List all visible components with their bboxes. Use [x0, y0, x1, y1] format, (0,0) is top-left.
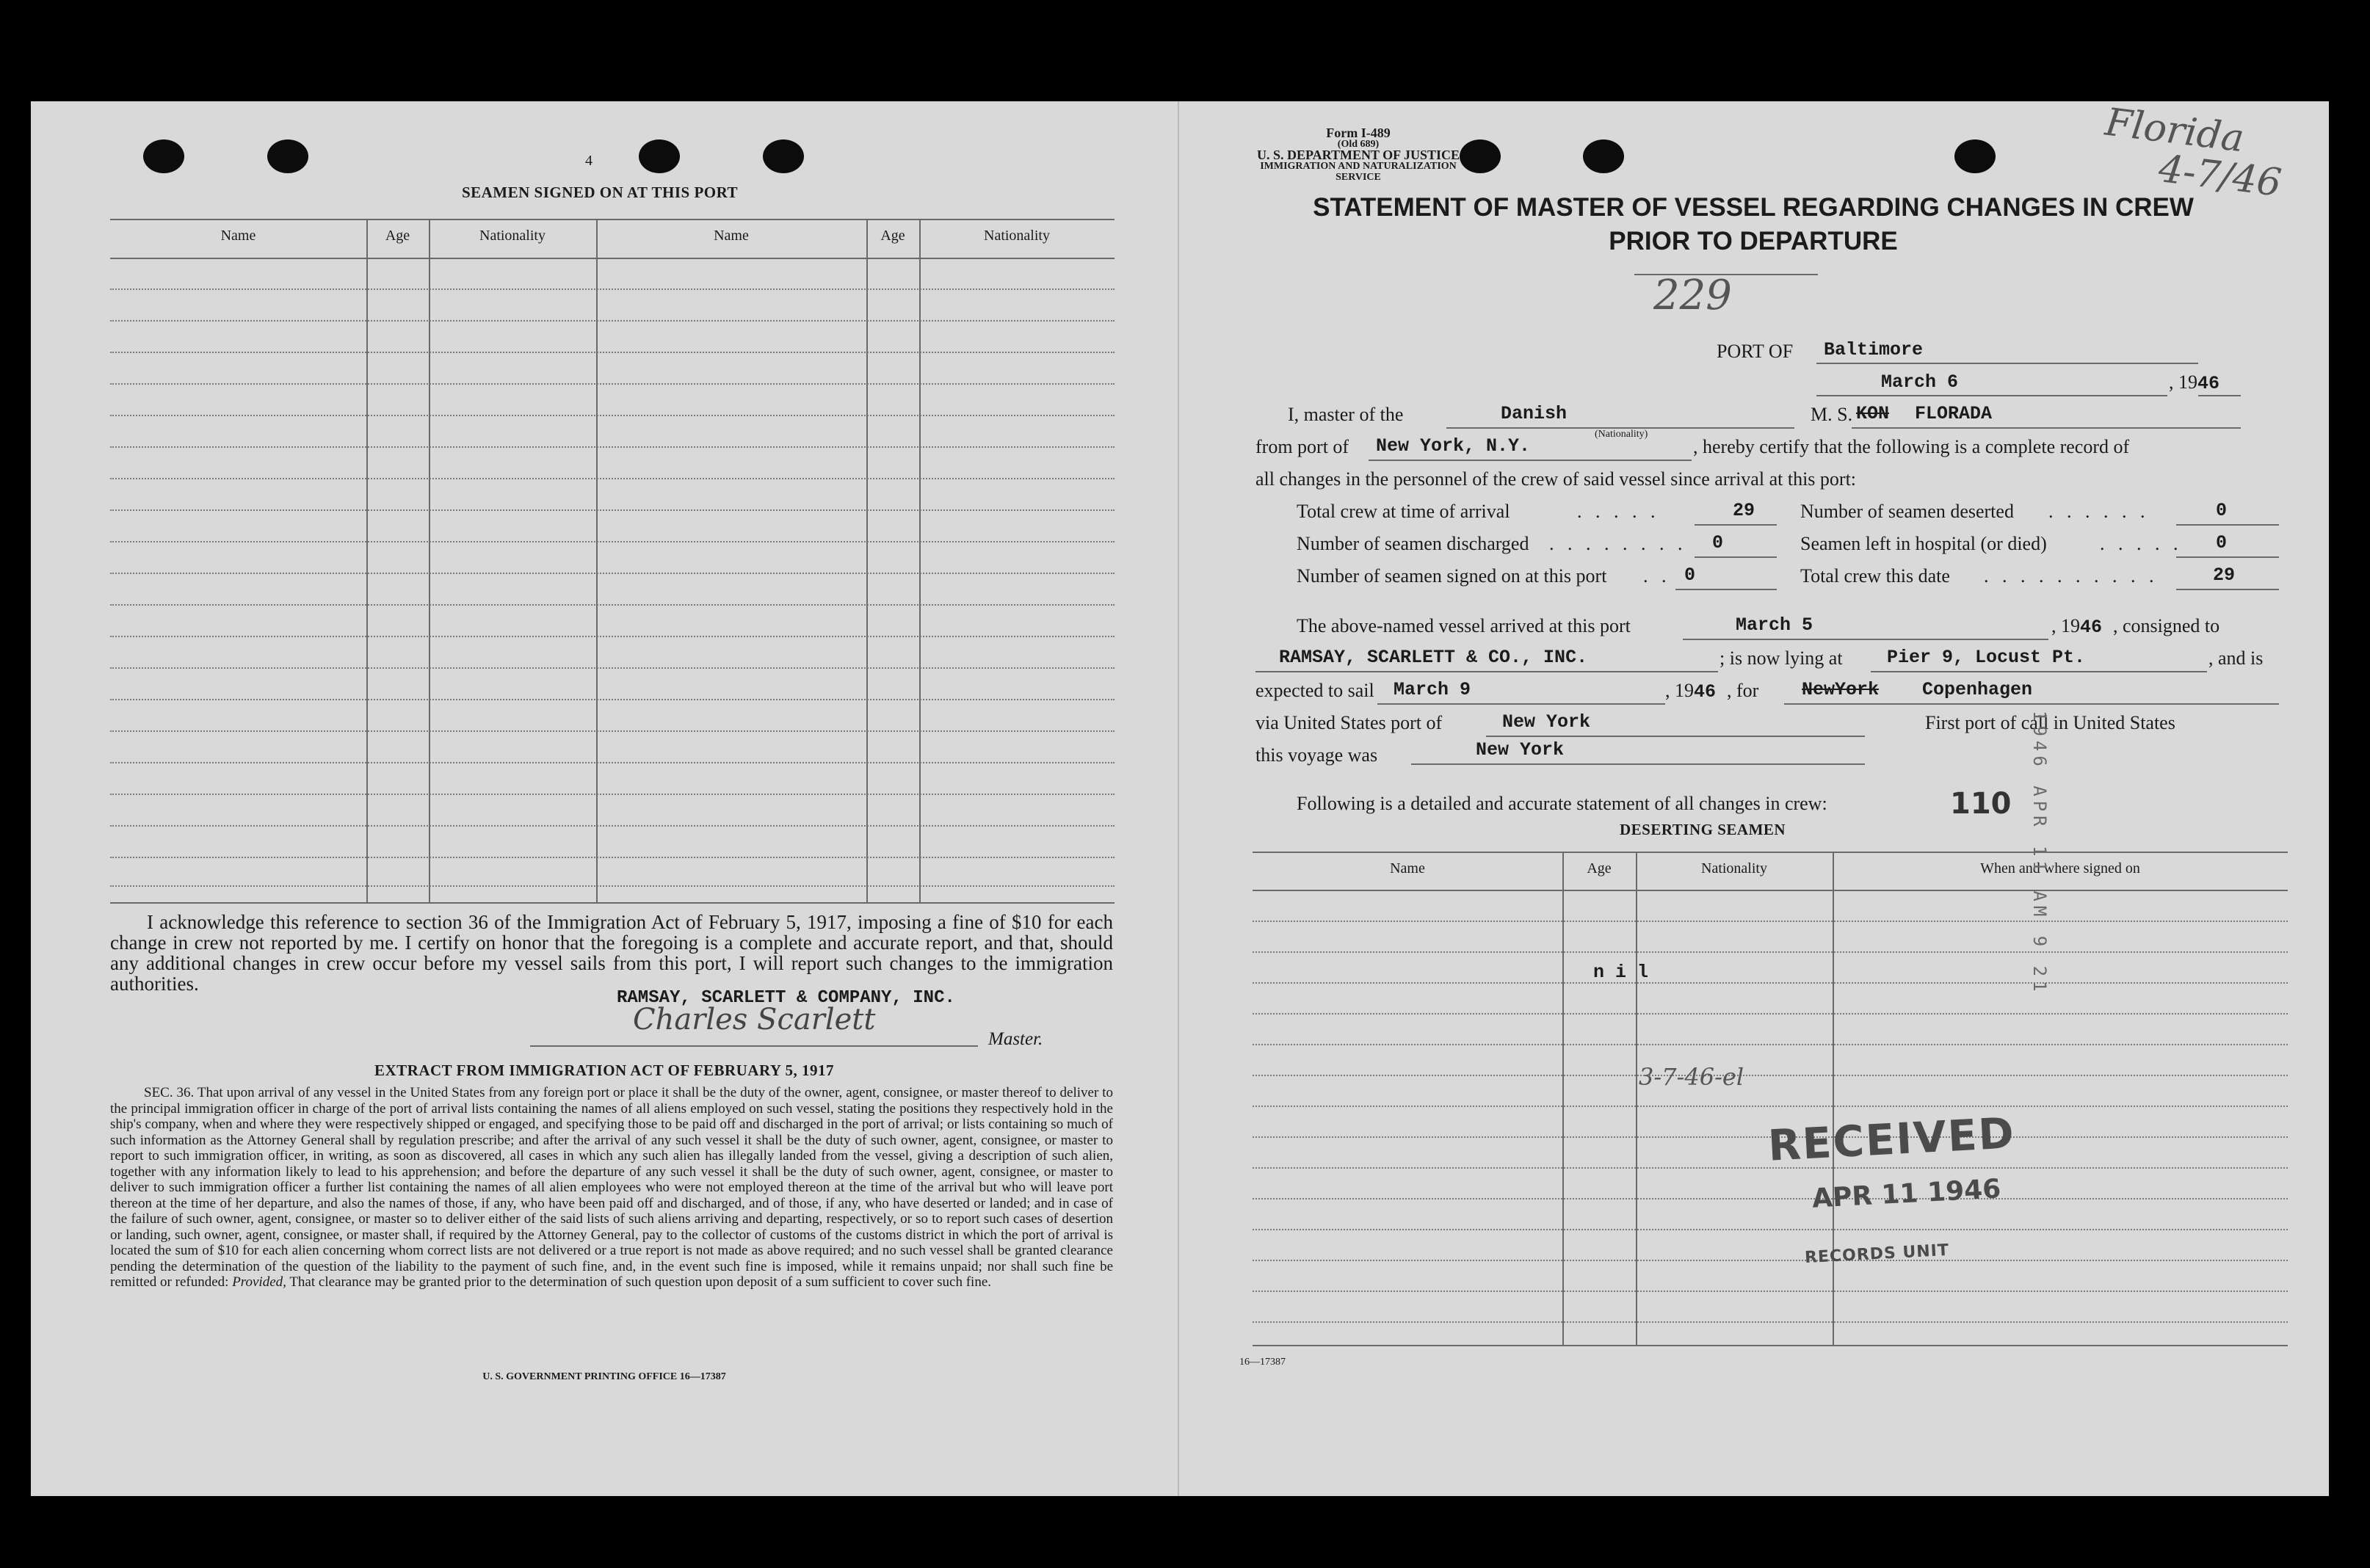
stat-label: Number of seamen discharged [1297, 533, 1529, 554]
printer-line: U. S. GOVERNMENT PRINTING OFFICE 16—17387 [482, 1371, 726, 1382]
column-header-age: Age [385, 228, 410, 244]
arrived-date: March 5 [1736, 614, 1813, 636]
acknowledgement-text: I acknowledge this reference to section 36 of the Immigration Act of February 5, 1917, imposing a fine of $10 for each change in crew not reported by me. I certify on honor that the foregoing is a complete and accurate report, and that, should any additional changes in crew occur before my vessel sails from this port, I will report such changes to the immigration authorities. [110, 911, 1113, 995]
via-value: New York [1502, 711, 1591, 733]
via-label: via United States port of [1255, 712, 1443, 733]
this-voyage-value: New York [1476, 739, 1565, 761]
column-header-name: Name [714, 228, 749, 244]
column-header-nationality: Nationality [984, 228, 1050, 244]
section-title: SEAMEN SIGNED ON AT THIS PORT [461, 184, 739, 201]
handwritten-corner-date: 4-7/46 [2156, 147, 2284, 206]
form-title-line-2: PRIOR TO DEPARTURE [1609, 227, 1898, 255]
column-header-nationality: Nationality [1701, 860, 1767, 876]
destination-value: Copenhagen [1922, 679, 2033, 700]
master-of-label: I, master of the [1288, 404, 1404, 425]
for-label: , for [1727, 680, 1759, 701]
stat-label: Number of seamen signed on at this port [1297, 565, 1607, 587]
punch-hole [639, 139, 680, 173]
year-field: , 1946 [2169, 371, 2220, 394]
handwritten-corner-note: Florida [2103, 100, 2247, 161]
date-value: March 6 [1881, 371, 1959, 393]
column-header-name: Name [1390, 860, 1425, 876]
ship-prefix: M. S. [1811, 404, 1853, 425]
expected-label: expected to sail [1255, 680, 1374, 701]
records-unit-stamp: RECORDS UNIT [1804, 1241, 1950, 1268]
ship-name: FLORADA [1915, 403, 1993, 424]
arrived-label: The above-named vessel arrived at this port [1297, 615, 1631, 636]
stat-value: 0 [2216, 500, 2228, 521]
year-value: 46 [2197, 373, 2220, 394]
service-name: IMMIGRATION AND NATURALIZATION SERVICE [1260, 161, 1457, 183]
deserting-seamen-title: DESERTING SEAMEN [1620, 821, 1786, 838]
form-number: Form I-489 [1326, 126, 1391, 140]
stat-value: 0 [1684, 565, 1696, 586]
department-name: U. S. DEPARTMENT OF JUSTICE [1256, 148, 1460, 162]
form-footer-number: 16—17387 [1239, 1357, 1286, 1368]
stat-value: 29 [2213, 565, 2236, 586]
vertical-date-stamp: 1946 APR 11 AM 9 21 [2029, 711, 2050, 996]
handwritten-crew-count: 110 [1950, 787, 2012, 821]
nil-entry: n i l [1593, 962, 1649, 983]
consignee: RAMSAY, SCARLETT & CO., INC. [1279, 647, 1588, 668]
lying-label: ; is now lying at [1719, 647, 1843, 669]
following-label: Following is a detailed and accurate statement of all changes in crew: [1297, 793, 1827, 814]
column-header-nationality: Nationality [479, 228, 546, 244]
sail-year: 46 [1694, 681, 1717, 703]
first-port-label: First port of call in United States [1925, 712, 2175, 733]
punch-hole [1583, 139, 1624, 173]
ship-name-struck: KON [1856, 403, 1890, 424]
handwritten-number: 229 [1653, 272, 1732, 319]
handwritten-date-note: 3-7-46-el [1639, 1063, 1744, 1091]
extract-title: EXTRACT FROM IMMIGRATION ACT OF FEBRUARY 5, 1917 [374, 1061, 835, 1079]
from-port-label: from port of [1255, 436, 1349, 457]
punch-hole [763, 139, 804, 173]
form-header [1241, 128, 1476, 183]
arrived-year-field: , 1946 [2051, 615, 2103, 638]
punch-hole [143, 139, 184, 173]
received-stamp: RECEIVED [1766, 1108, 2017, 1171]
column-header-age: Age [880, 228, 905, 244]
stat-label: Seamen left in hospital (or died) [1800, 533, 2047, 554]
form-title [1178, 191, 2329, 258]
document-sheet: 4 SEAMEN SIGNED ON AT THIS PORT Name Age Nationality Name Age Nationality I acknowledge this reference to section 36 of the Immigration Act of February 5, 1917, imposing a fine of $10 for each change in crew not reported by me. I certify on honor that the foregoing is a complete and accurate report, and that, should any additional changes in crew occur before my vessel sails from this port, I will report such changes to the immigration authorities. RAMSAY, SCARLETT & COMPANY, INC. Charles Scarlett Master. EXTRACT FROM IMMIGRATION ACT OF FEBRUARY 5, 1917 SEC. 36. That upon arrival of any vessel in the United States from any foreign port or place it shall be the duty of the owner, agent, consignee, or master thereof to deliver to the principal immigration officer in charge of the port of arrival lists containing the names of all aliens employed on such vessel, stating the positions they respectively hold in the ship's company, when and where they were respectively shipped or engaged, and specifying those to be paid off and discharged in the port of arrival; or lists containing so much of such information as the Attorney General shall by regulation prescribe; and after the arrival of any such vessel it shall be the duty of such owner, agent, consignee, or master to report to such immigration officer, in writing, as soon as discovered, all cases in which any such alien has illegally landed from the vessel, giving a description of such alien, together with any information likely to lead to his apprehension; and before the departure of any such vessel it shall be the duty of such owner, agent, consignee, or master to deliver to such immigration officer a further list containing the names of all alien employees who were not employed thereon at the time of the arrival but who will leave port thereon at the time of her departure, and also the names of those, if any, who have been paid off and discharged, and of those, if any, who have deserted or landed; and in case of the failure of such owner, agent, consignee, or master so to deliver either of the said lists of such aliens arriving and departing, respectively, or so to report such cases of desertion or landing, such owner, agent, consignee, or master shall, if required by the Attorney General, pay to the collector of customs of the customs district in which the port of arrival is located the sum of $10 for each alien concerning whom correct lists are not delivered or a true report is not made as above required; and no such vessel shall be granted clearance pending the determination of the question of the liability to the payment of such fine, and, in the event such fine is imposed, while it remains unpaid; nor shall such fine be remitted or refunded: Provided, That clearance may be granted prior to the determination of such question upon deposit of a sum sufficient to cover such fine. U. S. GOVERNMENT PRINTING OFFICE 16—17387 Form I-489 (Old 689) U. S. DEPARTMENT OF JUSTICE IMMIGRATION AND NATURALIZATION SERVICE Florida 4-7/46 STATEMENT OF MASTER OF VESSEL REGARDING CHANGES IN CREW PRIOR TO DEPARTURE 229 PORT OF Baltimore March 6 , 1946 I, master of the Danish (Nationality) M. S. KON FLORADA from port of New York, N.Y. , hereby certify that the following is a complete record of all changes in the personnel of the crew of said vessel since arrival at this port: Total crew at time of arrival . . . . . 29 Number of seamen deserted . . . . . . 0 Number of seamen discharged . . . . . . . . 0 Seamen left in hospital (or died) . . . . . 0 Number of seamen signed on at this port . . 0 Total crew this date . . . . . . . . . . 29 The above-named vessel arrived at this port March 5 , 1946 , consigned to RAMSAY, SCARLETT & CO., INC. ; is now lying at Pier 9, Locust Pt. , and is expected to sail March 9 , 1946 , for NewYork Copenhagen via United States port of New York First port of call in United States this voyage was New York Following is a detailed and accurate statement of all changes in crew: 110 DESERTING SEAMEN Name Age Nationality When and where signed on n i l 3-7-46-el RECEIVED APR 11 1946 RECORDS UNIT 1946 APR 11 AM 9 21 16—17387 [31, 101, 2329, 1496]
port-label: PORT OF [1717, 341, 1794, 362]
port-value: Baltimore [1824, 339, 1924, 360]
extract-text: SEC. 36. That upon arrival of any vessel in the United States from any foreign port or place it shall be the duty of the owner, agent, consignee, or master thereof to deliver to the principal immigration officer in charge of the port of arrival lists containing the names of all aliens employed on such vessel, stating the positions they respectively hold in the ship's company, when and where they were respectively shipped or engaged, and specifying those to be paid off and discharged in the port of arrival; or lists containing so much of such information as the Attorney General shall by regulation prescribe; and after the arrival of any such vessel it shall be the duty of such owner, agent, consignee, or master to report to such immigration officer, in writing, as soon as discovered, all cases in which any such alien has illegally landed from the vessel, giving a description of such alien, together with any information likely to lead to his apprehension; and before the departure of any such vessel it shall be the duty of such owner, agent, consignee, or master to deliver to such immigration officer a further list containing the names of all alien employees who were not employed thereon at the time of the arrival but who will leave port thereon at the time of her departure, and also the names of those, if any, who have been paid off and discharged, and of those, if any, who have deserted or landed; and in case of the failure of such owner, agent, consignee, or master so to deliver either of the said lists of such aliens arriving and departing, respectively, or so to report such cases of desertion or landing, such owner, agent, consignee, or master shall, if required by the Attorney General, pay to the collector of customs of the customs district in which the port of arrival is located the sum of $10 for each alien concerning whom correct lists are not delivered or a true report is not made as above required; and no such vessel shall be granted clearance pending the determination of the question of the liability to the payment of such fine, and, in the event such fine is imposed, while it remains unpaid; nor shall such fine be remitted or refunded: Provided, That clearance may be granted prior to the determination of such question upon deposit of a sum sufficient to cover such fine. [110, 1085, 1113, 1290]
from-port-value: New York, N.Y. [1376, 435, 1531, 457]
stat-value: 0 [1712, 532, 1724, 553]
stat-value: 0 [2216, 532, 2228, 553]
destination-struck: NewYork [1802, 679, 1880, 700]
form-title-line-1: STATEMENT OF MASTER OF VESSEL REGARDING CHANGES IN CREW [1313, 193, 2194, 222]
form-old-number: (Old 689) [1337, 139, 1380, 150]
master-signature: Charles Scarlett [633, 1003, 876, 1037]
and-is-label: , and is [2208, 647, 2264, 669]
punch-hole [267, 139, 308, 173]
sail-year-field: , 1946 [1665, 680, 1717, 703]
stat-value: 29 [1733, 500, 1755, 521]
certify-text: , hereby certify that the following is a complete record of [1693, 436, 2130, 457]
stat-label: Total crew this date [1800, 565, 1950, 587]
stat-label: Total crew at time of arrival [1297, 501, 1510, 522]
page-number: 4 [585, 153, 592, 169]
all-changes-text: all changes in the personnel of the crew of said vessel since arrival at this port: [1255, 468, 1857, 490]
received-date-stamp: APR 11 1946 [1811, 1174, 2002, 1214]
nationality-caption: (Nationality) [1595, 429, 1648, 440]
column-header-name: Name [220, 228, 256, 244]
page-fold [1178, 101, 1179, 1496]
nationality-value: Danish [1501, 403, 1568, 424]
arrived-year: 46 [2080, 617, 2103, 638]
stat-label: Number of seamen deserted [1800, 501, 2014, 522]
company-name: RAMSAY, SCARLETT & COMPANY, INC. [617, 988, 955, 1008]
sail-date: March 9 [1394, 679, 1471, 700]
this-voyage-label: this voyage was [1255, 744, 1378, 766]
column-header-age: Age [1587, 860, 1612, 876]
column-header-signed-on: When and where signed on [1980, 860, 2140, 876]
lying-value: Pier 9, Locust Pt. [1887, 647, 2086, 668]
consigned-label: , consigned to [2113, 615, 2220, 636]
master-label: Master. [988, 1029, 1043, 1049]
punch-hole [1954, 139, 1996, 173]
